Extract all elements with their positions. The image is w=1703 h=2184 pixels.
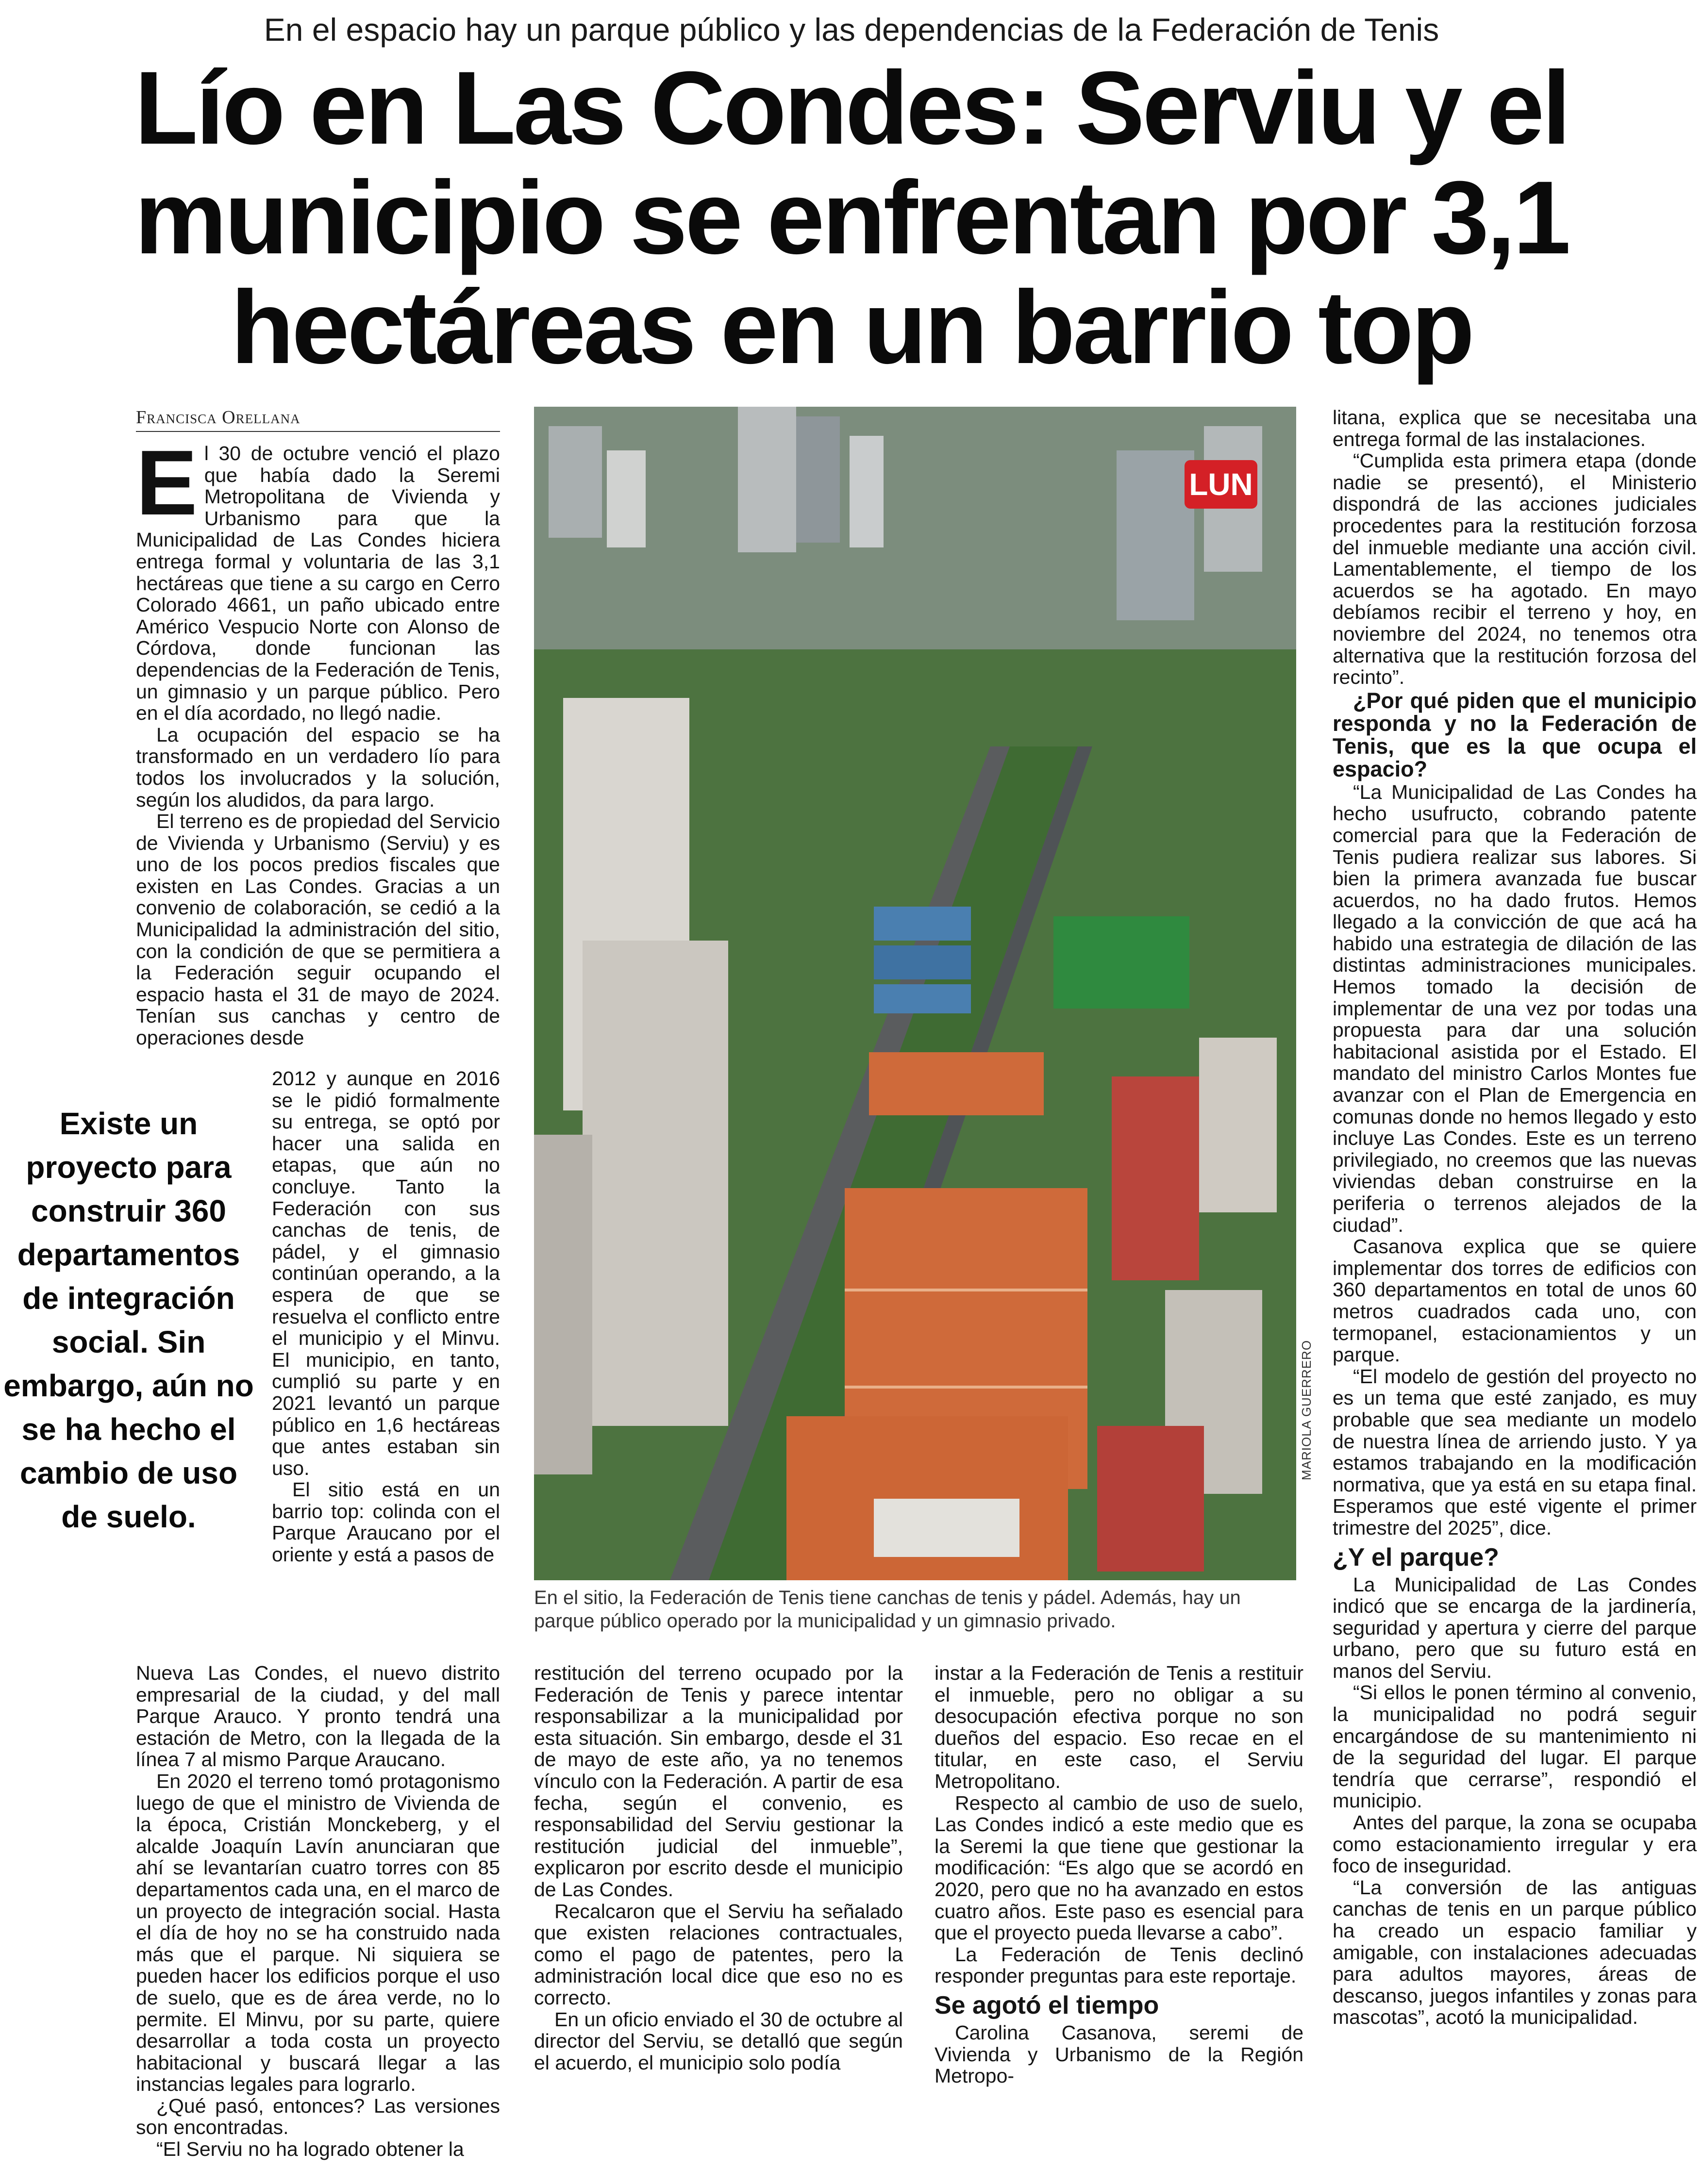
col1-p4a: El sitio está en un barrio top: colinda con el Parque Araucano por el oriente y está a pasos de [272,1478,500,1566]
col1-p6: ¿Qué pasó, entonces? Las versiones son encontradas. [136,2094,500,2139]
article-col1-narrow [272,1068,500,1566]
col4-p7: “Si ellos le ponen término al convenio, la municipalidad no podrá seguir encargándose de su mantenimiento ni de la seguridad del lugar. El parque tendría que cerrarse”, respondió el municipio. [1333,1681,1697,1812]
col3-p2: Respecto al cambio de uso de suelo, Las Condes indicó a este medio que es la Seremi la que tiene que gestionar la modificación: “Es algo que se acordó en 2020, pero que no ha avanzado en estos cuatro años. Este paso es esencial para que el proyecto pueda llevarse a cabo”. [935,1791,1303,1944]
col3-p4: Carolina Casanova, seremi de Vivienda y Urbanismo de la Región Metropo- [935,2021,1303,2087]
subhead-parque: ¿Y el parque? [1333,1543,1499,1572]
byline-text: Francisca Orellana [136,407,301,428]
col4-p1: litana, explica que se necesitaba una entrega formal de las instalaciones. [1333,406,1697,450]
col4-question: ¿Por qué piden que el municipio responda y no la Federación de Tenis, que es la que ocupa el espacio? [1333,688,1697,781]
col4-p5: “El modelo de gestión del proyecto no es un tema que esté zanjado, es muy probable que sea mediante un modelo de nuestra línea de arriendo justo. Y ya estamos trabajando en la modificación normativa, que ya está en su etapa final. Esperamos que esté vigente el primer trimestre del 2025”, dice. [1333,1365,1697,1539]
col4-p6: La Municipalidad de Las Condes indicó que se encarga de la jardinería, seguridad y apertura y cierre del parque urbano, pero que su futuro está en manos del Serviu. [1333,1573,1697,1682]
col1-p4b: Nueva Las Condes, el nuevo distrito empresarial de la ciudad, y del mall Parque Arauco. Y pronto tendrá una estación de Metro, con la llegada de la línea 7 al mismo Parque Araucano. [136,1662,500,1771]
col4-p2: “Cumplida esta primera etapa (donde nadie se presentó), el Ministerio dispondrá de las acciones judiciales procedentes para la restitución forzosa del inmueble mediante una acción civil. Lamentablemente, el tiempo de los acuerdos se ha agotado. En mayo debíamos recibir el terreno y hoy, en noviembre del 2024, no tenemos otra alternativa que la restitución forzosa del recinto”. [1333,449,1697,689]
article-col1-bottom [136,1662,500,2160]
col2-p3: En un oficio enviado el 30 de octubre al director del Serviu, se detalló que según el acuerdo, el municipio solo podía [534,2008,903,2074]
col4-p3: “La Municipalidad de Las Condes ha hecho usufructo, cobrando patente comercial para que la Federación de Tenis pudiera realizar sus labores. Si bien la primera avanzada fue buscar acuerdos, no ha dado frutos. Hemos llegado a la convicción de que acá ha habido una estrategia de dilación de las distintas administraciones municipales. Hemos tomado la decisión de implementar de una vez por todas una propuesta para dar una solución habitacional asistida por el Estado. El mandato del ministro Carlos Montes fue avanzar con el Plan de Emergencia en comunas donde no hemos llegado y esto incluye Las Condes. Este es un terreno privilegiado, no creemos que las nuevas viviendas deban construirse en la periferia o terrenos alejados de la ciudad”. [1333,780,1697,1236]
pull-quote: Existe un proyecto para construir 360 departamentos de integración social. Sin embargo, aún no se ha hecho el cambio de uso de suelo. [3,1106,254,1534]
byline [136,407,500,432]
col3-p1: instar a la Federación de Tenis a restituir el inmueble, pero no obligar a su desocupación efectiva porque no son dueños del espacio. Eso recae en el titular, en este caso, el Serviu Metropolitano. [935,1662,1303,1792]
photo-credit: MARIOLA GUERRERO [1299,1340,1314,1480]
col4-p4: Casanova explica que se quiere implementar dos torres de edificios con 360 departamentos en total de unos 60 metros cuadrados cada uno, con termopanel, estacionamientos y un parque. [1333,1235,1697,1366]
article-col3 [935,1662,1303,2087]
headline: Lío en Las Condes: Serviu y el municipio se enfrentan por 3,1 hectáreas en un barrio top [134,50,1569,385]
col2-p2: Recalcaron que el Serviu ha señalado que existen relaciones contractuales, como el pago de patentes, pero la administración local dice que eso no es correcto. [534,1900,903,2009]
col1-p2: La ocupación del espacio se ha transformado en un verdadero lío para todos los involucrados y la solución, según los aludidos, da para largo. [136,723,500,811]
article-col1-top [136,431,500,1049]
col1-p5: En 2020 el terreno tomó protagonismo luego de que el ministro de Vivienda de la época, Cristián Monckeberg, y el alcalde Joaquín Lavín anunciaran que ahí se levantarían cuatro torres con 85 departamentos cada una, en el marco de un proyecto de integración social. Hasta el día de hoy no se ha construido nada más que el parque. Ni siquiera se pueden hacer los edificios porque el uso de suelo, que es de área verde, no lo permite. El Minvu, por su parte, quiere desarrollar a toda costa un proyecto habitacional y buscará llegar a las instancias legales para lograrlo. [136,1770,500,2096]
col2-p1: restitución del terreno ocupado por la Federación de Tenis y parece intentar responsabilizar a la municipalidad por esta situación. Sin embargo, desde el 31 de mayo de este año, ya no tenemos vínculo con la Federación. A partir de esa fecha, según el convenio, es responsabilidad del Serviu gestionar la restitución judicial del inmueble”, explicaron por escrito desde el municipio de Las Condes. [534,1662,903,1901]
dropcap: E [136,431,198,534]
col1-p7: “El Serviu no ha logrado obtener la [156,2138,464,2161]
article-col2 [534,1662,903,2073]
col4-p8: Antes del parque, la zona se ocupaba como estacionamiento irregular y era foco de inseguridad. [1333,1811,1697,1877]
col1-p1: l 30 de octubre venció el plazo que había dado la Seremi Metropolitana de Vivienda y Urbanismo para que la Municipalidad de Las Condes hiciera entrega formal y voluntaria de las 3,1 hectáreas que tiene a su cargo en Cerro Colorado 4661, un paño ubicado entre Américo Vespucio Norte con Alonso de Córdova, donde funcionan las dependencias de la Federación de Tenis, un gimnasio y un parque público. Pero en el día acordado, no llegó nadie. [136,442,500,725]
kicker: En el espacio hay un parque público y las dependencias de la Federación de Tenis [264,12,1439,48]
lun-badge: LUN [1189,467,1253,502]
col1-p3: El terreno es de propiedad del Servicio de Vivienda y Urbanismo (Serviu) y es uno de los pocos predios fiscales que existen en Las Condes. Gracias a un convenio de colaboración, se cedió a la Municipalidad la administración del sitio, con la condición de que se permitiera a la Federación seguir ocupando el espacio hasta el 31 de mayo de 2024. Tenían sus canchas y centro de operaciones desde [136,810,500,1049]
col1-p3b: 2012 y aunque en 2016 se le pidió formalmente su entrega, se optó por hacer una salida en etapas, que aún no concluye. Tanto la Federación con sus canchas de tenis, de pádel, y el gimnasio continúan operando, a la espera de que se resuelva el conflicto entre el municipio y el Minvu. El municipio, en tanto, cumplió su parte y en 2021 levantó un parque público en 1,6 hectáreas que antes estaban sin uso. [272,1067,500,1479]
aerial-photo [534,407,1296,1580]
col4-p9: “La conversión de las antiguas canchas de tenis en un parque público ha creado un espacio familiar y amigable, con instalaciones adecuadas para adultos mayores, áreas de descanso, juegos infantiles y zonas para mascotas”, acotó la municipalidad. [1333,1876,1697,2029]
aerial-photo-illustration [534,407,1296,1580]
article-col4 [1333,407,1697,2028]
subhead-tiempo: Se agotó el tiempo [935,1991,1159,2019]
col3-p3: La Federación de Tenis declinó responder preguntas para este reportaje. [935,1943,1303,1987]
photo-caption: En el sitio, la Federación de Tenis tiene canchas de tenis y pádel. Además, hay un parque público operado por la municipalidad y un gimnasio privado. [534,1587,1241,1632]
